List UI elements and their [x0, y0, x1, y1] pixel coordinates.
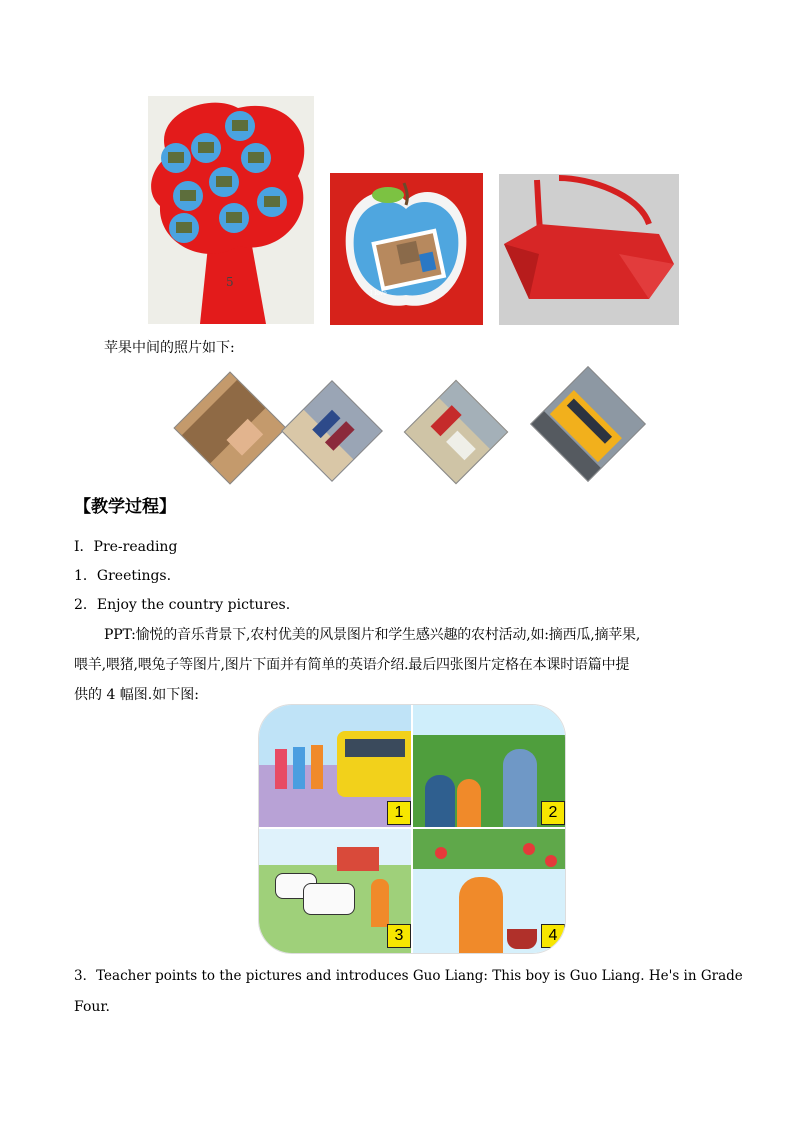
apple-tree-photo: [148, 96, 314, 324]
panel-number-4: 4: [541, 924, 565, 948]
apple-card-photo: [330, 173, 483, 325]
step-1-2: 2．Enjoy the country pictures.: [74, 597, 291, 613]
ppt-paragraph-line-1: PPT:愉悦的音乐背景下,农村优美的风景图片和学生感兴趣的农村活动,如:摘西瓜,摘苹果,: [104, 627, 641, 643]
photos-caption: 苹果中间的照片如下:: [104, 340, 235, 356]
ppt-paragraph-line-2: 喂羊,喂猪,喂兔子等图片,图片下面并有简单的英语介绍.最后四张图片定格在本课时语篇中提: [74, 657, 630, 673]
four-panel-illustration: [258, 704, 566, 954]
step-1-title: Ⅰ．Pre-reading: [74, 539, 178, 555]
diamond-photo-4: [530, 366, 646, 482]
panel-number-3: 3: [387, 924, 411, 948]
diamond-photo-1: [173, 371, 286, 484]
paper-basket-photo: [499, 174, 679, 325]
step-1-3-line-1: 3．Teacher points to the pictures and introduces Guo Liang: This boy is Guo Liang. He's in Grade: [74, 968, 743, 984]
step-1-3-line-2: Four.: [74, 999, 110, 1015]
section-heading: 【教学过程】: [74, 497, 176, 517]
ppt-paragraph-line-3: 供的 4 幅图.如下图:: [74, 687, 199, 703]
panel-number-1: 1: [387, 801, 411, 825]
diamond-photo-2: [281, 380, 383, 482]
tree-label: 5: [226, 275, 234, 289]
apple-caption: I love: [370, 290, 387, 297]
panel-number-2: 2: [541, 801, 565, 825]
step-1-1: 1．Greetings.: [74, 568, 172, 584]
diamond-photo-3: [404, 380, 509, 485]
